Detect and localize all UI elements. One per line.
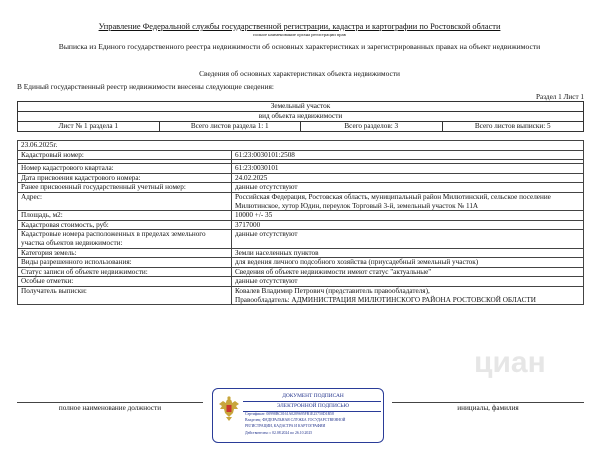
recipient-row: [18, 286, 584, 304]
stamp-divider: [243, 401, 381, 402]
stamp-subtitle: ЭЛЕКТРОННОЙ ПОДПИСЬЮ: [276, 403, 350, 409]
section-label: Раздел 1 Лист 1: [536, 93, 584, 101]
row-label: Адрес:: [18, 192, 232, 210]
object-type-note: вид объекта недвижимости: [18, 112, 584, 122]
stamp-title: ДОКУМЕНТ ПОДПИСАН: [282, 393, 344, 399]
table-row: [18, 230, 584, 248]
object-header-table: [17, 101, 584, 132]
recipient-value: [232, 286, 584, 304]
row-label: Особые отметки:: [18, 277, 232, 287]
row-label: Статус записи об объекте недвижимости:: [18, 267, 232, 277]
double-headed-eagle-icon: [217, 395, 241, 423]
table-row: [18, 173, 584, 183]
sheet-number: Лист № 1 раздела 1: [18, 122, 160, 132]
stamp-certificate: Сертификат: 00998BC0161A0289695FB1E25750D1B58: [245, 412, 334, 416]
total-sections: Всего разделов: 3: [301, 122, 443, 132]
sheets-in-section: Всего листов раздела 1: 1: [159, 122, 301, 132]
characteristics-table: [17, 140, 584, 305]
authority-note: полное наименование органа регистрации прав: [253, 32, 346, 37]
row-value: 10000 +/- 35: [232, 211, 584, 221]
row-label: Номер кадастрового квартала:: [18, 164, 232, 174]
date-row: [18, 141, 584, 151]
table-row: [18, 192, 584, 210]
row-label: Дата присвоения кадастрового номера:: [18, 173, 232, 183]
row-value: Земли населенных пунктов: [232, 248, 584, 258]
table-row: [18, 211, 584, 221]
electronic-signature-stamp: [212, 388, 384, 443]
row-value: 24.02.2025: [232, 173, 584, 183]
row-value: 61:23:0030101: [232, 164, 584, 174]
authority-name: Управление Федеральной службы государственной регистрации, кадастра и картографии по Ростовской области: [98, 22, 501, 31]
recipient-label: Получатель выписки:: [18, 286, 232, 304]
position-label: полное наименование должности: [58, 404, 162, 412]
initials-line: [392, 402, 584, 403]
position-line: [17, 402, 203, 403]
initials-label: инициалы, фамилия: [457, 404, 519, 412]
table-row: [18, 248, 584, 258]
row-value: данные отсутствуют: [232, 277, 584, 287]
row-value: Сведения об объекте недвижимости имеют статус "актуальные": [232, 267, 584, 277]
table-row: [18, 164, 584, 174]
stamp-owner-line2: РЕГИСТРАЦИИ, КАДАСТРА И КАРТОГРАФИИ: [245, 424, 326, 428]
recipient-owner: Правообладатель: АДМИНИСТРАЦИЯ МИЛЮТИНСКОГО РАЙОНА РОСТОВСКОЙ ОБЛАСТИ: [235, 295, 536, 304]
section-title: Сведения об основных характеристиках объекта недвижимости: [199, 69, 400, 78]
table-row: [18, 267, 584, 277]
row-label: Кадастровая стоимость, руб:: [18, 220, 232, 230]
row-label: Кадастровый номер:: [18, 150, 232, 160]
row-label: Ранее присвоенный государственный учетный номер:: [18, 183, 232, 193]
table-row: [18, 258, 584, 268]
total-sheets: Всего листов выписки: 5: [442, 122, 584, 132]
row-value: Российская Федерация, Ростовская область, муниципальный район Милютинский, сельское поселение Милютинское, хутор Юдин, переулок Торговый 3-й, земельный участок № 11А: [232, 192, 584, 210]
extract-date: 23.06.2025г.: [18, 141, 584, 151]
stamp-owner-line1: Владелец: ФЕДЕРАЛЬНАЯ СЛУЖБА ГОСУДАРСТВЕННОЙ: [245, 418, 346, 422]
row-label: Площадь, м2:: [18, 211, 232, 221]
row-value: данные отсутствуют: [232, 230, 584, 248]
row-label: Виды разрешенного использования:: [18, 258, 232, 268]
table-row: [18, 220, 584, 230]
watermark: [470, 342, 580, 382]
row-label: Категория земель:: [18, 248, 232, 258]
table-row: [18, 183, 584, 193]
table-row: [18, 277, 584, 287]
row-label: Кадастровые номера расположенных в пределах земельного участка объектов недвижимости:: [18, 230, 232, 248]
extract-title: Выписка из Единого государственного реестра недвижимости об основных характеристиках и зарегистрированных правах на объект недвижимости: [58, 42, 541, 51]
table-row: [18, 150, 584, 160]
row-value: данные отсутствуют: [232, 183, 584, 193]
intro-text: В Единый государственный реестр недвижимости внесены следующие сведения:: [17, 82, 274, 91]
row-value: 3717000: [232, 220, 584, 230]
stamp-validity: Действителен: с 02.08.2024 по 26.10.2025: [245, 431, 313, 435]
object-type: Земельный участок: [18, 102, 584, 112]
row-value: для ведения личного подсобного хозяйства (приусадебный земельный участок): [232, 258, 584, 268]
row-value: 61:23:0030101:2508: [232, 150, 584, 160]
recipient-representative: Ковалев Владимир Петрович (представитель правообладателя),: [235, 286, 430, 295]
watermark-text: циан: [474, 346, 546, 379]
